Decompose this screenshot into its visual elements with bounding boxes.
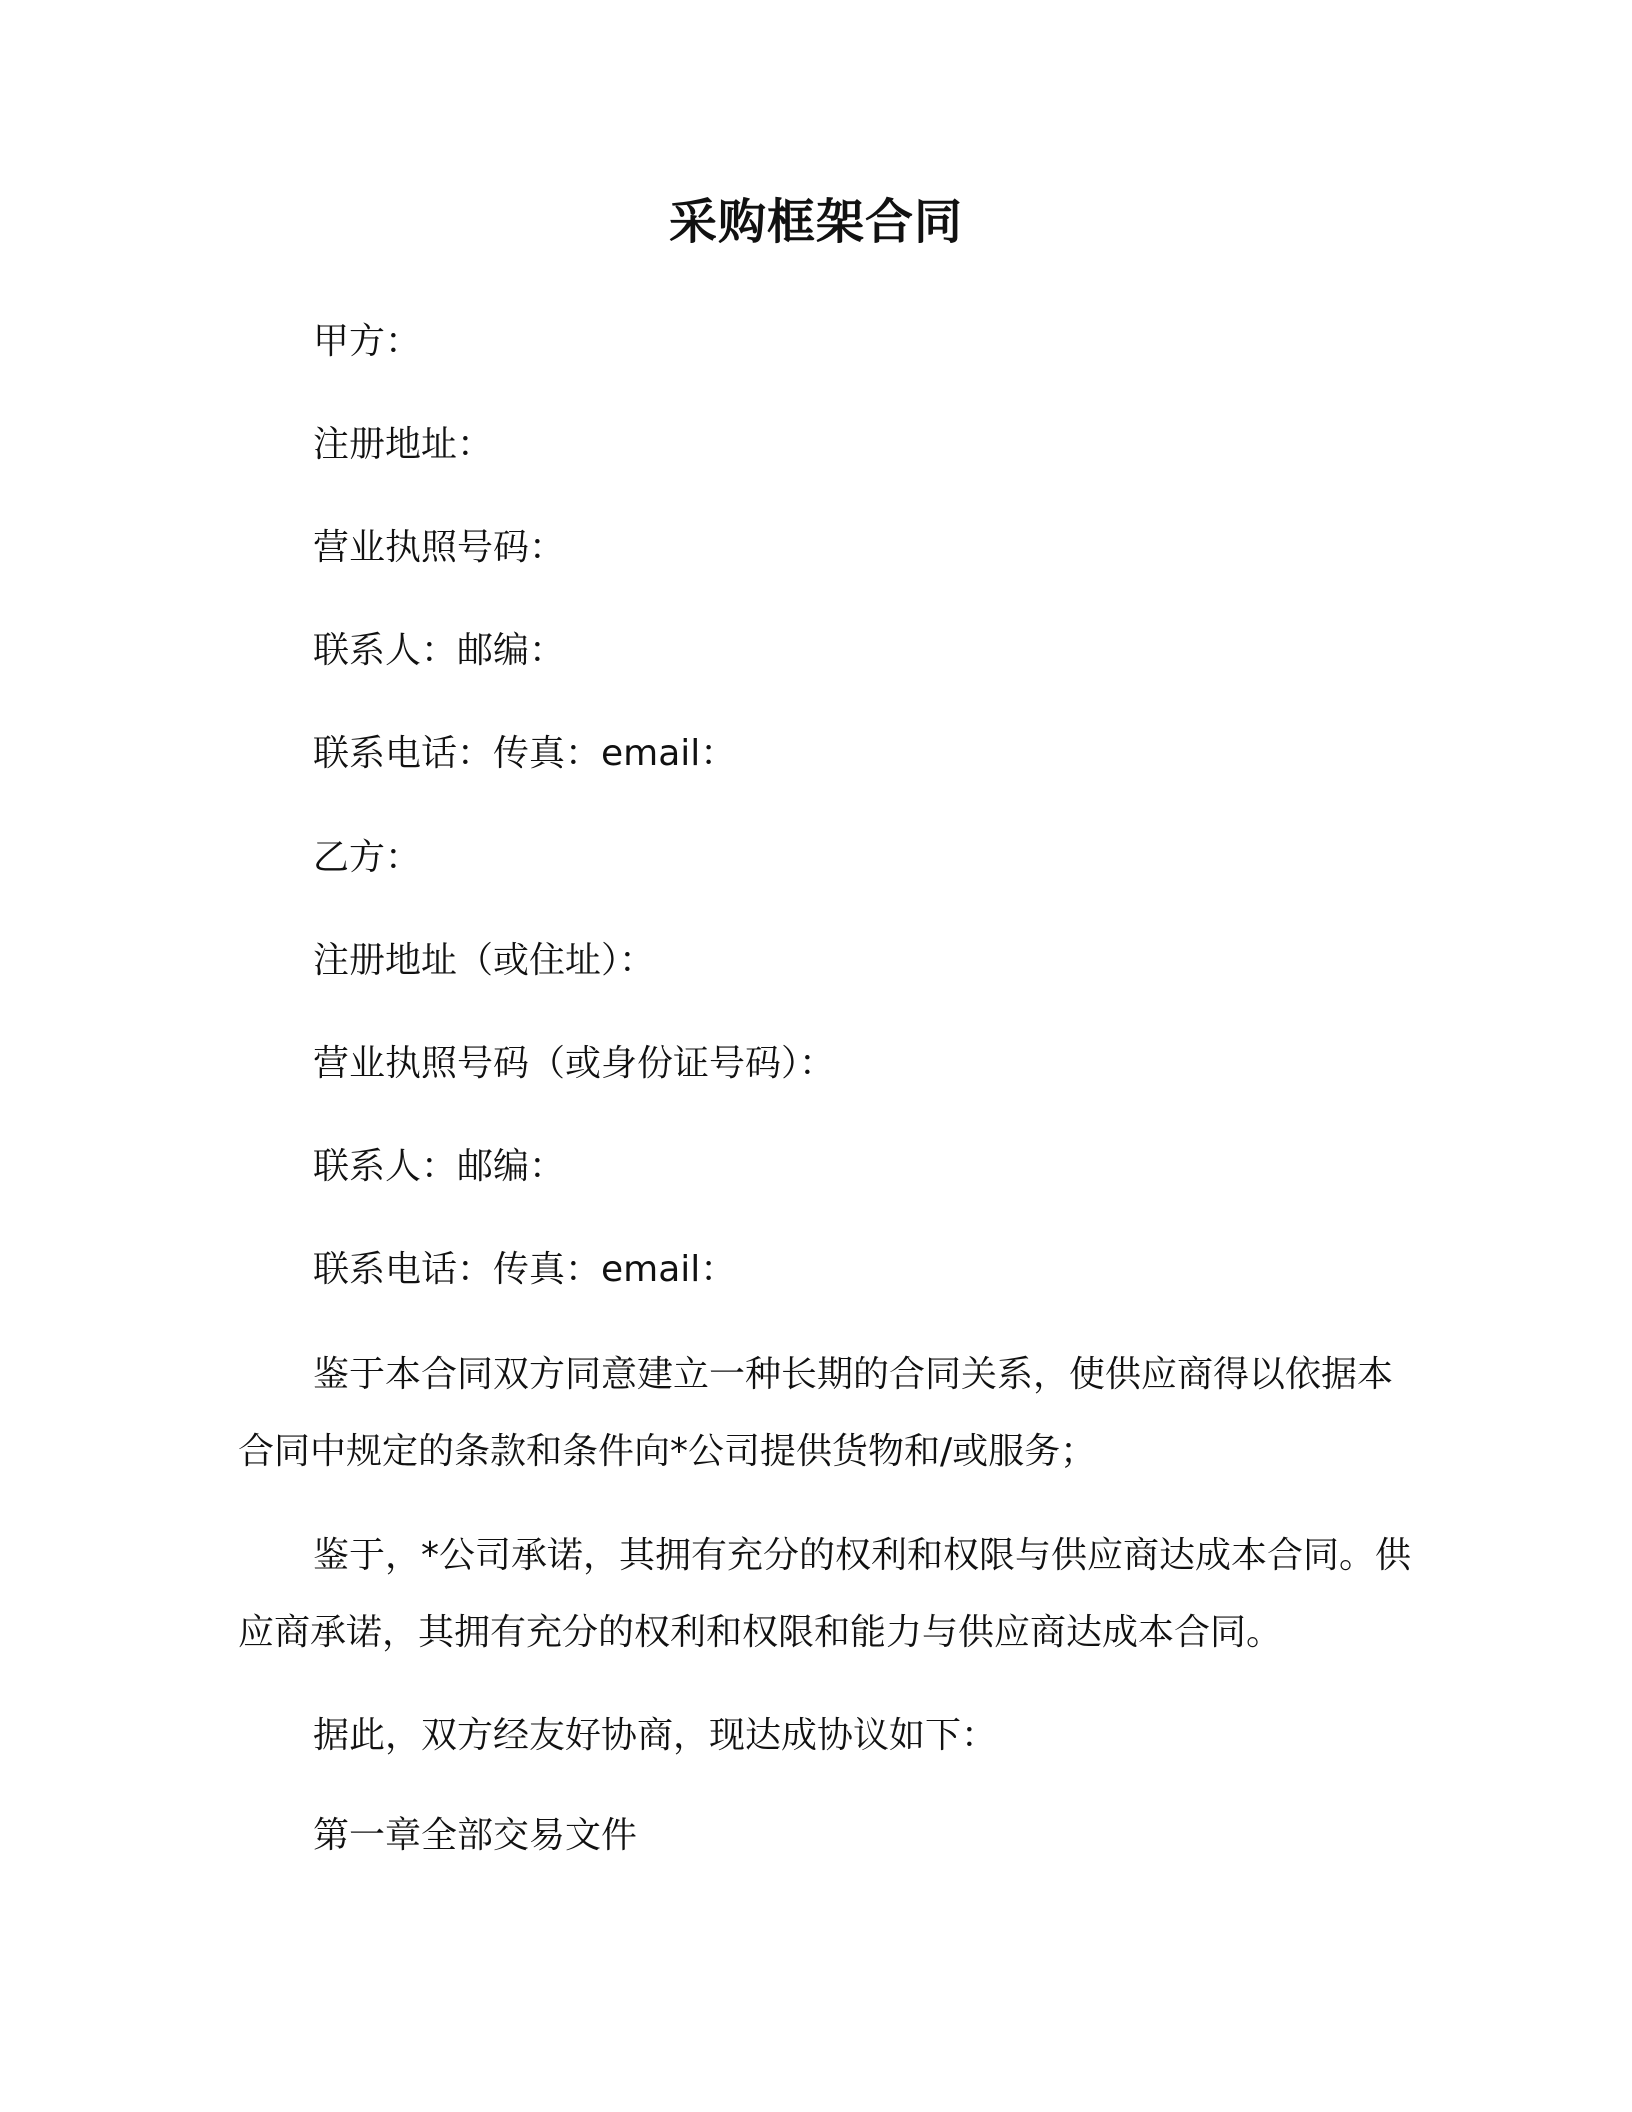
party-a-address: 注册地址： [313,424,494,465]
party-a-name: 甲方： [313,321,422,362]
party-b-address: 注册地址（或住址）： [313,940,656,981]
agreement-paragraph: 据此，双方经友好协商，现达成协议如下： [313,1715,998,1756]
chapter-heading: 第一章全部交易文件 [313,1815,638,1856]
whereas-paragraph-1: 鉴于本合同双方同意建立一种长期的合同关系，使供应商得以依据本合同中规定的条款和条件向*公司提供货物和/或服务； [238,1354,1394,1472]
party-b-phone: 联系电话：传真：email： [313,1249,737,1290]
party-a-phone: 联系电话：传真：email： [313,733,737,774]
party-a-license: 营业执照号码： [313,527,566,568]
party-a-contact: 联系人：邮编： [313,630,566,671]
party-b-name: 乙方： [313,837,422,878]
party-b-license: 营业执照号码（或身份证号码）： [313,1043,836,1084]
party-b-contact: 联系人：邮编： [313,1146,566,1187]
whereas-paragraph-2: 鉴于，*公司承诺，其拥有充分的权利和权限与供应商达成本合同。供应商承诺，其拥有充分的权利和权限和能力与供应商达成本合同。 [238,1535,1412,1653]
document-title: 采购框架合同 [668,194,963,250]
